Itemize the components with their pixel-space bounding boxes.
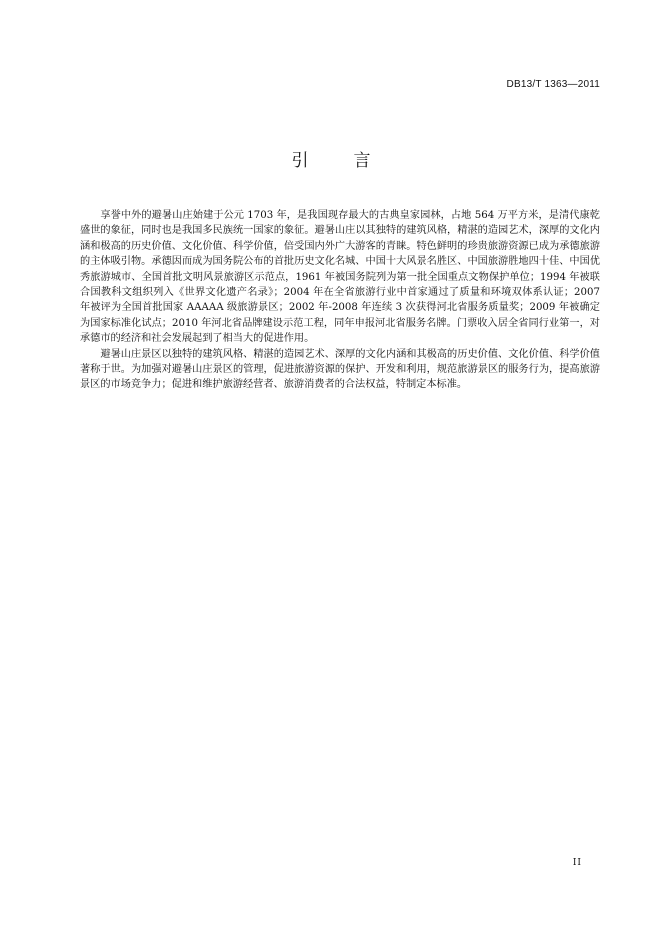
section-title: 引 言 (291, 151, 385, 171)
paragraph-2: 避暑山庄景区以独特的建筑风格、精湛的造园艺术、深厚的文化内涵和其极高的历史价值、文化价值、科学价值著称于世。为加强对避暑山庄景区的管理，促进旅游资源的保护、开发和利用，规范旅游景区的服务行为，提高旅游景区的市场竞争力；促进和维护旅游经营者、旅游消费者的合法权益，特制定本标准。 (80, 348, 600, 391)
paragraph-1: 享誉中外的避暑山庄始建于公元 1703 年，是我国现存最大的古典皇家园林，占地 564 万平方米，是清代康乾盛世的象征，同时也是我国多民族统一国家的象征。避暑山庄以其独特的建筑风格，精湛的造园艺术，深厚的文化内涵和极高的历史价值、文化价值、科学价值，倍受国内外广大游客的青睐。特色鲜明的珍贵旅游资源已成为承德旅游的主体吸引物。承德因而成为国务院公布的首批历史文化名城、中国十大风景名胜区、中国旅游胜地四十佳、中国优秀旅游城市、全国首批文明风景旅游区示范点，1961 年被国务院列为第一批全国重点文物保护单位；1994 年被联合国教科文组织列入《世界文化遗产名录》；2004 年在全省旅游行业中首家通过了质量和环境双体系认证；2007 年被评为全国首批国家 AAAAA 级旅游景区；2002 年-2008 年连续 3 次获得河北省服务质量奖；2009 年被确定为国家标准化试点；2010 年河北省品牌建设示范工程，同年申报河北省服务名牌。门票收入居全省同行业第一，对承德市的经济和社会发展起到了相当大的促进作用。 (80, 210, 600, 345)
page-number: II (572, 858, 582, 868)
body-text (80, 208, 600, 393)
document-code: DB13/T 1363—2011 (506, 79, 600, 90)
